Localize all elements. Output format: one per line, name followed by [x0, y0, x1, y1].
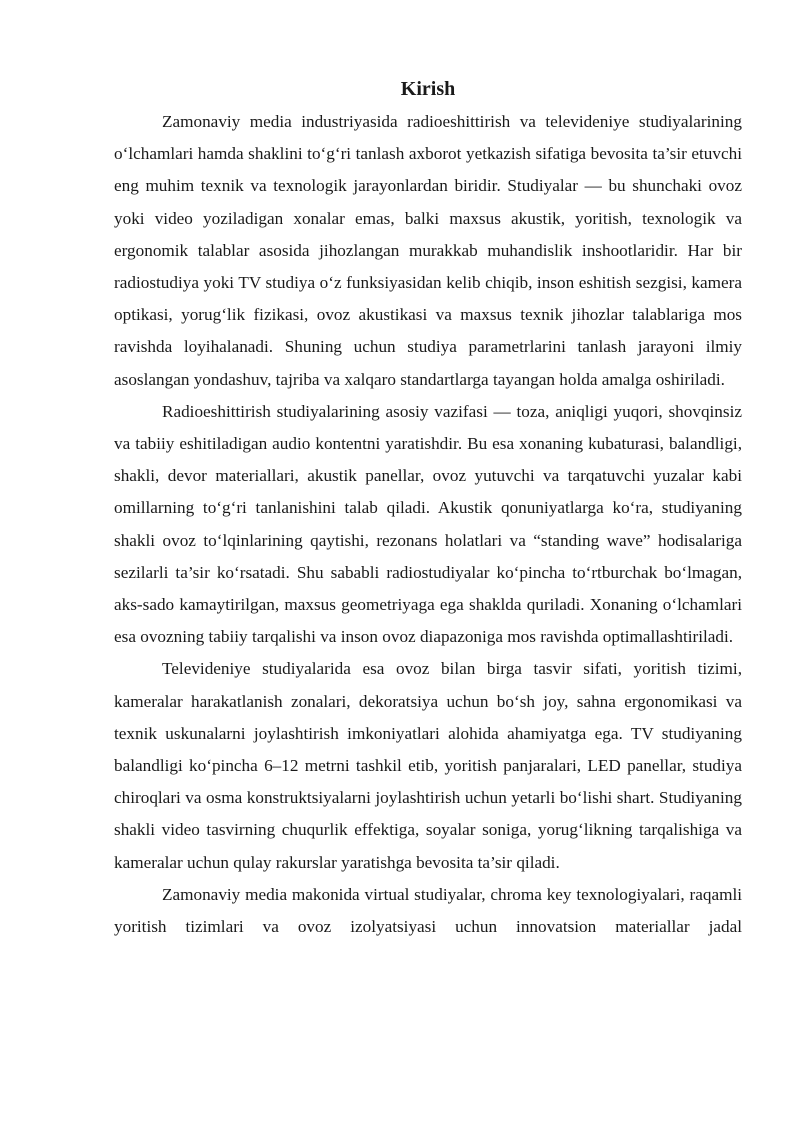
paragraph-3: Televideniye studiyalarida esa ovoz bilan birga tasvir sifati, yoritish tizimi, kameralar harakatlanish zonalari, dekoratsiya uchun bo‘sh joy, sahna ergonomikasi va texnik uskunalarni joylashtirish imkoniyatlari alohida ahamiyatga ega. TV studiyaning balandligi ko‘pincha 6–12 metrni tashkil etib, yoritish panjaralari, LED panellar, studiya chiroqlari va osma konstruktsiyalarni joylashtirish uchun yetarli bo‘lishi shart. Studiyaning shakli video tasvirning chuqurlik effektiga, soyalar soniga, yorug‘likning tarqalishiga va kameralar uchun qulay rakurslar yaratishga bevosita ta’sir qiladi.: [114, 659, 742, 872]
section-title: Kirish: [400, 78, 456, 100]
document-body: [114, 76, 742, 943]
paragraph-2: Radioeshittirish studiyalarining asosiy vazifasi — toza, aniqligi yuqori, shovqinsiz va tabiiy eshitiladigan audio kontentni yaratishdir. Bu esa xonaning kubaturasi, balandligi, shakli, devor materiallari, akustik panellar, ovoz yutuvchi va tarqatuvchi yuzalar kabi omillarning to‘g‘ri tanlanishini talab qiladi. Akustik qonuniyatlarga ko‘ra, studiyaning shakli ovoz to‘lqinlarining qaytishi, rezonans holatlari va “standing wave” hodisalariga sezilarli ta’sir ko‘rsatadi. Shu sababli radiostudiyalar ko‘pincha to‘rtburchak bo‘lmagan, aks-sado kamaytirilgan, maxsus geometriyaga ega shaklda quriladi. Xonaning o‘lchamlari esa ovozning tabiiy tarqalishi va inson ovoz diapazoniga mos ravishda optimallashtiriladi.: [114, 401, 742, 647]
paragraph-1: Zamonaviy media industriyasida radioeshittirish va televideniye studiyalarining o‘lchamlari hamda shaklini to‘g‘ri tanlash axborot yetkazish sifatiga bevosita ta’sir etuvchi eng muhim texnik va texnologik jarayonlardan biridir. Studiyalar — bu shunchaki ovoz yoki video yoziladigan xonalar emas, balki maxsus akustik, yoritish, texnologik va ergonomik talablar asosida jihozlangan murakkab muhandislik inshootlaridir. Har bir radiostudiya yoki TV studiya o‘z funksiyasidan kelib chiqib, inson eshitish sezgisi, kamera optikasi, yorug‘lik fizikasi, ovoz akustikasi va maxsus texnik jihozlar talablariga mos ravishda loyihalanadi. Shuning uchun studiya parametrlarini tanlash jarayoni ilmiy asoslangan yondashuv, tajriba va xalqaro standartlarga tayangan holda amalga oshiriladi.: [114, 112, 742, 389]
paragraph-4: Zamonaviy media makonida virtual studiyalar, chroma key texnologiyalari, raqamli yoritish tizimlari va ovoz izolyatsiyasi uchun innovatsion materiallar jadal: [114, 884, 742, 937]
